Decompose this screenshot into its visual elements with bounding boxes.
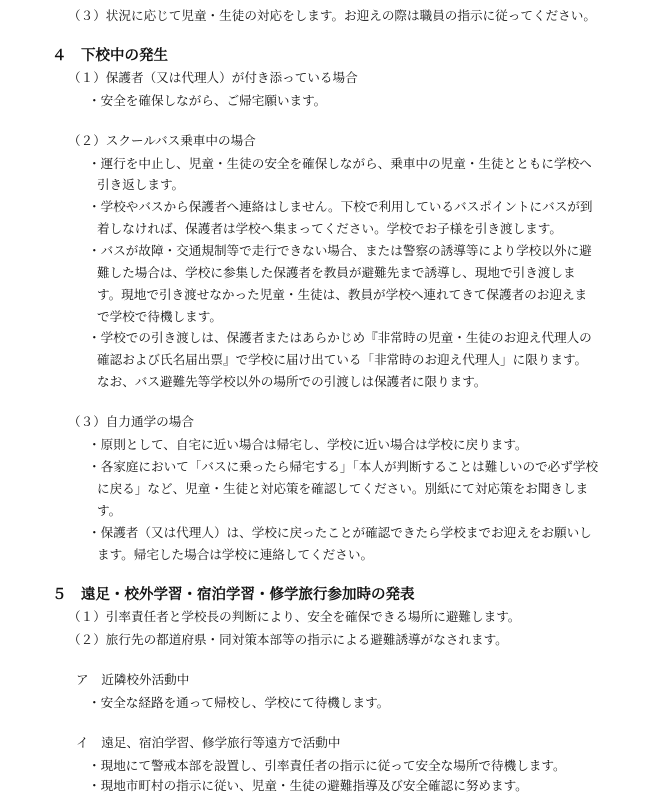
section-5-sub-i-bullet-1: ・現地にて警戒本部を設置し、引率責任者の指示に従って安全な場所で待機します。 (88, 758, 566, 773)
section-4-sub3-bullet-3-line-1: ・保護者（又は代理人）は、学校に戻ったことが確認できたら学校までお迎えをお願いし (88, 525, 592, 540)
section-4-sub2-title: （２）スクールバス乗車中の場合 (68, 133, 256, 148)
section-4-sub2-bullet-2-line-1: ・学校やバスから保護者へ連絡はしません。下校で利用しているバスポイントにバスが到 (88, 199, 593, 214)
section-5-heading: ５ 遠足・校外学習・宿泊学習・修学旅行参加時の発表 (52, 587, 415, 603)
section-4-sub2-bullet-3-line-1: ・バスが故障・交通規制等で走行できない場合、または警察の誘導等により学校以外に避 (88, 243, 592, 258)
section-4-sub3-bullet-2-line-2: に戻る」など、児童・生徒と対応策を確認してください。別紙にて対応策をお聞きしま (97, 481, 589, 496)
section-5-item-2: （２）旅行先の都道府県・同対策本部等の指示による避難誘導がなされます。 (68, 632, 508, 647)
section-5-sub-a-bullet-1: ・安全な経路を通って帰校し、学校にて待機します。 (88, 695, 390, 710)
section-5-sub-a-title: ア 近隣校外活動中 (76, 672, 190, 687)
section-4-sub1-title: （１）保護者（又は代理人）が付き添っている場合 (68, 70, 358, 85)
section-4-sub3-title: （３）自力通学の場合 (68, 414, 194, 429)
section-4-sub2-bullet-1-line-1: ・運行を中止し、児童・生徒の安全を確保しながら、乗車中の児童・生徒とともに学校へ (88, 156, 592, 171)
section-4-sub2-bullet-3-line-4: で学校で待機します。 (97, 309, 222, 324)
section-5-item-1: （１）引率責任者と学校長の判断により、安全を確保できる場所に避難します。 (68, 609, 521, 624)
section-4-sub3-bullet-2-line-1: ・各家庭において「バスに乗ったら帰宅する」「本人が判断することは難しいので必ず学校 (88, 459, 599, 474)
section-4-sub3-bullet-3-line-2: ます。帰宅した場合は学校に連絡してください。 (97, 547, 374, 562)
section-4-sub1-bullet-1: ・安全を確保しながら、ご帰宅願います。 (88, 93, 327, 108)
section-4-sub3-bullet-2-line-3: す。 (97, 503, 122, 518)
section-4-sub2-bullet-4-line-1: ・学校での引き渡しは、保護者またはあらかじめ『非常時の児童・生徒のお迎え代理人の (88, 330, 592, 345)
section-4-sub2-bullet-3-line-3: す。現地で引き渡せなかった児童・生徒は、教員が学校へ連れてきて保護者のお迎えま (97, 287, 588, 302)
section-4-sub2-bullet-2-line-2: 着しなければ、保護者は学校へ集まってください。学校でお子様を引き渡します。 (97, 221, 562, 236)
section-4-sub2-bullet-4-line-3: なお、バス避難先等学校以外の場所での引渡しは保護者に限ります。 (97, 374, 487, 389)
section-4-sub3-bullet-1: ・原則として、自宅に近い場合は帰宅し、学校に近い場合は学校に戻ります。 (88, 437, 528, 452)
section-4-sub2-bullet-1-line-2: 引き返します。 (97, 177, 185, 192)
intro-line: （３）状況に応じて児童・生徒の対応をします。お迎えの際は職員の指示に従ってください。 (68, 8, 596, 23)
section-5-sub-i-title: イ 遠足、宿泊学習、修学旅行等遠方で活動中 (76, 735, 341, 750)
section-4-sub2-bullet-3-line-2: 難した場合は、学校に参集した保護者を教員が避難先まで誘導し、現地で引き渡しま (97, 265, 576, 280)
section-4-heading: ４ 下校中の発生 (52, 48, 168, 64)
section-4-sub2-bullet-4-line-2: 確認および氏名届出票』で学校に届け出ている「非常時のお迎え代理人」に限ります。 (97, 352, 588, 367)
section-5-sub-i-bullet-2: ・現地市町村の指示に従い、児童・生徒の避難指導及び安全確認に努めます。 (88, 778, 528, 793)
